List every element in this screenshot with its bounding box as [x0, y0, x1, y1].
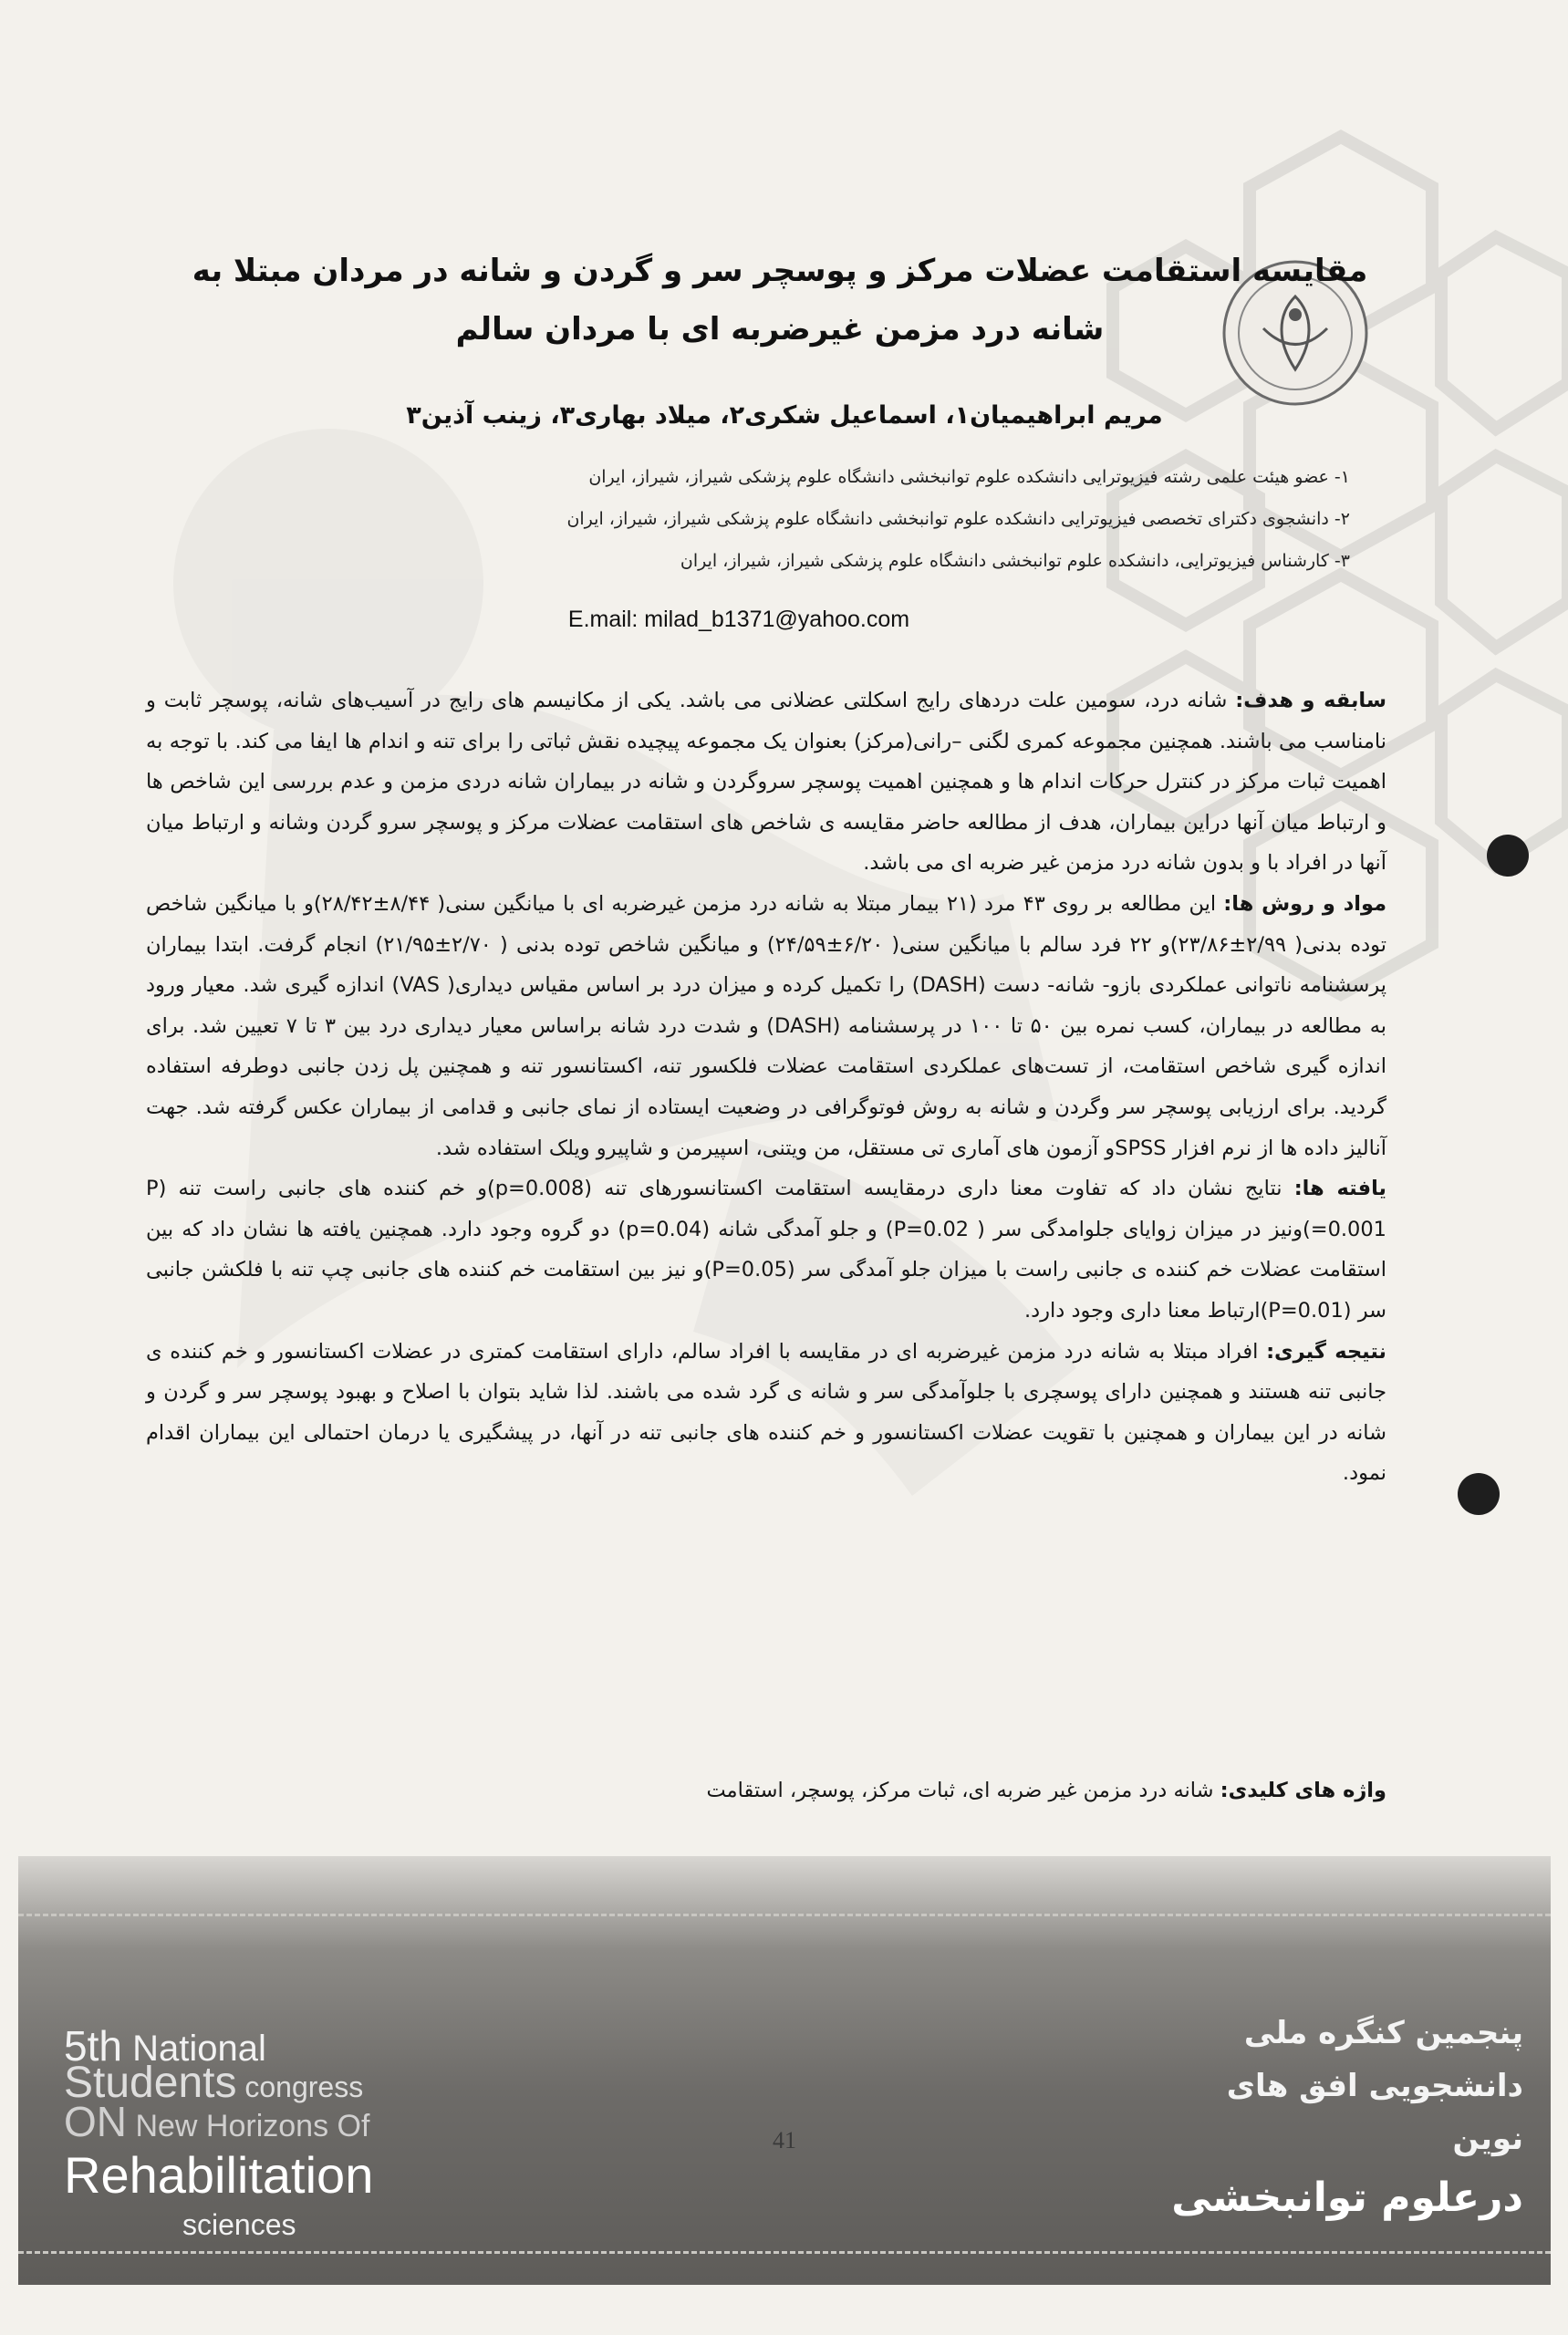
section-label: نتیجه گیری: [1266, 1339, 1386, 1364]
section-label: یافته ها: [1293, 1177, 1386, 1201]
fa-text: پنجمین کنگره ملی [1243, 2015, 1523, 2051]
en-text: New Horizons Of [127, 2109, 370, 2143]
conference-name-english [64, 2022, 502, 2241]
conclusion-paragraph [146, 1332, 1386, 1494]
en-text: National [121, 2029, 266, 2069]
affiliation-item: ۲- دانشجوی دکترای تخصصی فیزیوترایی دانشکده علوم توانبخشی دانشگاه علوم پزشکی شیراز، شیراز، ایران [566, 509, 1350, 529]
section-label: سابقه و هدف: [1235, 689, 1386, 712]
background-paragraph [146, 680, 1386, 884]
keywords-label: واژه های کلیدی: [1220, 1779, 1386, 1802]
conference-name-persian [1158, 2007, 1523, 2231]
section-text: شانه درد، سومین علت دردهای رایج اسکلتی عضلانی می باشد. یکی از مکانیسم های رایج در آسیب‌های شانه، پوسچر ثابت و نامناسب می باشند. همچنین مجموعه کمری لگنی –رانی(مرکز) بعنوان یک مجموعه پیچیده نقش ثباتی را برای تنه و اندام ها ایفا می کند. با توجه به اهمیت ثبات مرکز در کنترل حرکات اندام ها و همچنین اهمیت پوسچر سروگردن و شانه در بیماران شانه دردی مزمن و عدم بررسی این شاخص ها و ارتباط میان آنها دراین بیماران، هدف از مطالعه حاضر مقایسه ی شاخص های استقامت عضلات مرکز و پوسچر سرو گردن وشانه و ارتباط میان آنها در افراد با و بدون شانه درد مزمن غیر ضربه ای می باشد. [146, 689, 1386, 876]
paper-title: مقایسه استقامت عضلات مرکز و پوسچر سر و گردن و شانه در مردان مبتلا به شانه درد مزمن غیرضربه ای با مردان سالم [192, 253, 1368, 348]
keywords-text: شانه درد مزمن غیر ضربه ای، ثبات مرکز، پوسچر، استقامت [706, 1779, 1220, 1802]
methods-paragraph [146, 884, 1386, 1168]
en-text: ON [64, 2098, 127, 2145]
abstract-body [146, 680, 1386, 1494]
section-text: این مطالعه بر روی ۴۳ مرد (۲۱ بیمار مبتلا به شانه درد مزمن غیرضربه ای با میانگین سنی( ۸/۴۴±۲۸/۴۲)و با میانگین شاخص توده بدنی( ۲/۹۹±۲۳/۸۶)و ۲۲ فرد سالم با میانگین سنی( ۶/۲۰±۲۴/۵۹) و میانگین شاخص توده بدنی ( ۲/۷۰±۲۱/۹۵) انجام گرفت. ابتدا بیماران پرسشنامه ناتوانی عملکردی بازو- شانه- دست (DASH) را تکمیل کرده و میزان درد بر اساس مقیاس دیداری( VAS) اندازه گیری شد. معیار ورود به مطالعه در بیماران، کسب نمره بین ۵۰ تا ۱۰۰ در پرسشنامه (DASH) و شدت درد شانه براساس معیار دیداری درد بین ۳ تا ۷ تعیین شد. برای اندازه گیری شاخص استقامت، از تست‌های عملکردی استقامت عضلات فلکسور تنه، اکستانسور تنه و همچنین پل زدن جانبی دوطرفه استفاده گردید. برای ارزیابی پوسچر سر وگردن و شانه به روش فوتوگرافی در وضعیت ایستاده از نمای جانبی و قدامی از بیماران عکس گرفته شد. جهت آنالیز داده ها از نرم افزار SPSSو آزمون های آماری تی مستقل، من ویتنی، اسپیرمن و شاپیرو ویلک استفاده شد. [146, 891, 1387, 1160]
en-rehabilitation-text: Rehabilitation [64, 2146, 374, 2204]
section-label: مواد و روش ها: [1223, 891, 1387, 916]
page-number: 41 [773, 2127, 796, 2153]
affiliation-list [511, 456, 1350, 582]
affiliation-item: ۱- عضو هیئت علمی رشته فیزیوترایی دانشکده علوم توانبخشی دانشگاه علوم پزشکی شیراز، شیراز، ایران [588, 467, 1350, 487]
affiliation-item: ۳- کارشناس فیزیوترایی، دانشکده علوم توانبخشی دانشگاه علوم پزشکی شیراز، شیراز، ایران [680, 551, 1350, 571]
section-text: نتایج نشان داد که تفاوت معنا داری درمقایسه استقامت اکستانسورهای تنه (p=0.008)و خم کننده های جانبی راست تنه (P =0.001)ونیز در میزان زوایای جلوامدگی سر ( P=0.02) و جلو آمدگی شانه (p=0.04) دو گروه وجود دارد. همچنین یافته ها نشان داد که بین استقامت عضلات خم کننده ی جانبی راست با میزان جلو آمدگی سر (P=0.05)و نیز بین استقامت خم کننده های جانبی چپ تنه با فلکشن جانبی سر (P=0.01)ارتباط معنا داری وجود دارد. [146, 1177, 1386, 1323]
en-text: sciences [182, 2208, 296, 2241]
contact-email: E.mail: milad_b1371@yahoo.com [567, 607, 910, 632]
en-text: congress [236, 2070, 364, 2103]
punch-hole-dot-icon [1458, 1473, 1500, 1515]
fa-text: درعلوم توانبخشی [1171, 2174, 1523, 2221]
fa-text: دانشجویی افق های نوین [1226, 2068, 1523, 2157]
keywords-line [420, 1779, 1386, 1802]
author-list: مریم ابراهیمیان۱، اسماعیل شکری۲، میلاد بهاری۳، زینب آذین۳ [406, 401, 1163, 430]
footer-stitch-divider [18, 1914, 1551, 1916]
section-text: افراد مبتلا به شانه درد مزمن غیرضربه ای در مقایسه با افراد سالم، دارای استقامت کمتری در عضلات اکستانسور و خم کننده ی جانبی تنه هستند و همچنین دارای پوسچری با جلوآمدگی سر و شانه ی گرد شده می باشند. لذا شاید بتوان با اصلاح و بهبود پوسچر سر و گردن و شانه در این بیماران و همچنین با تقویت عضلات اکستانسور و خم کننده های جانبی تنه در آنها، در پیشگیری یا درمان احتمالی این بیماران اقدام نمود. [146, 1339, 1386, 1486]
en-text: Students [64, 2059, 237, 2107]
edition-number: 5th [64, 2022, 122, 2070]
punch-hole-dot-icon [1487, 835, 1529, 877]
footer-stitch-divider [18, 2251, 1551, 2254]
results-paragraph [146, 1168, 1386, 1331]
